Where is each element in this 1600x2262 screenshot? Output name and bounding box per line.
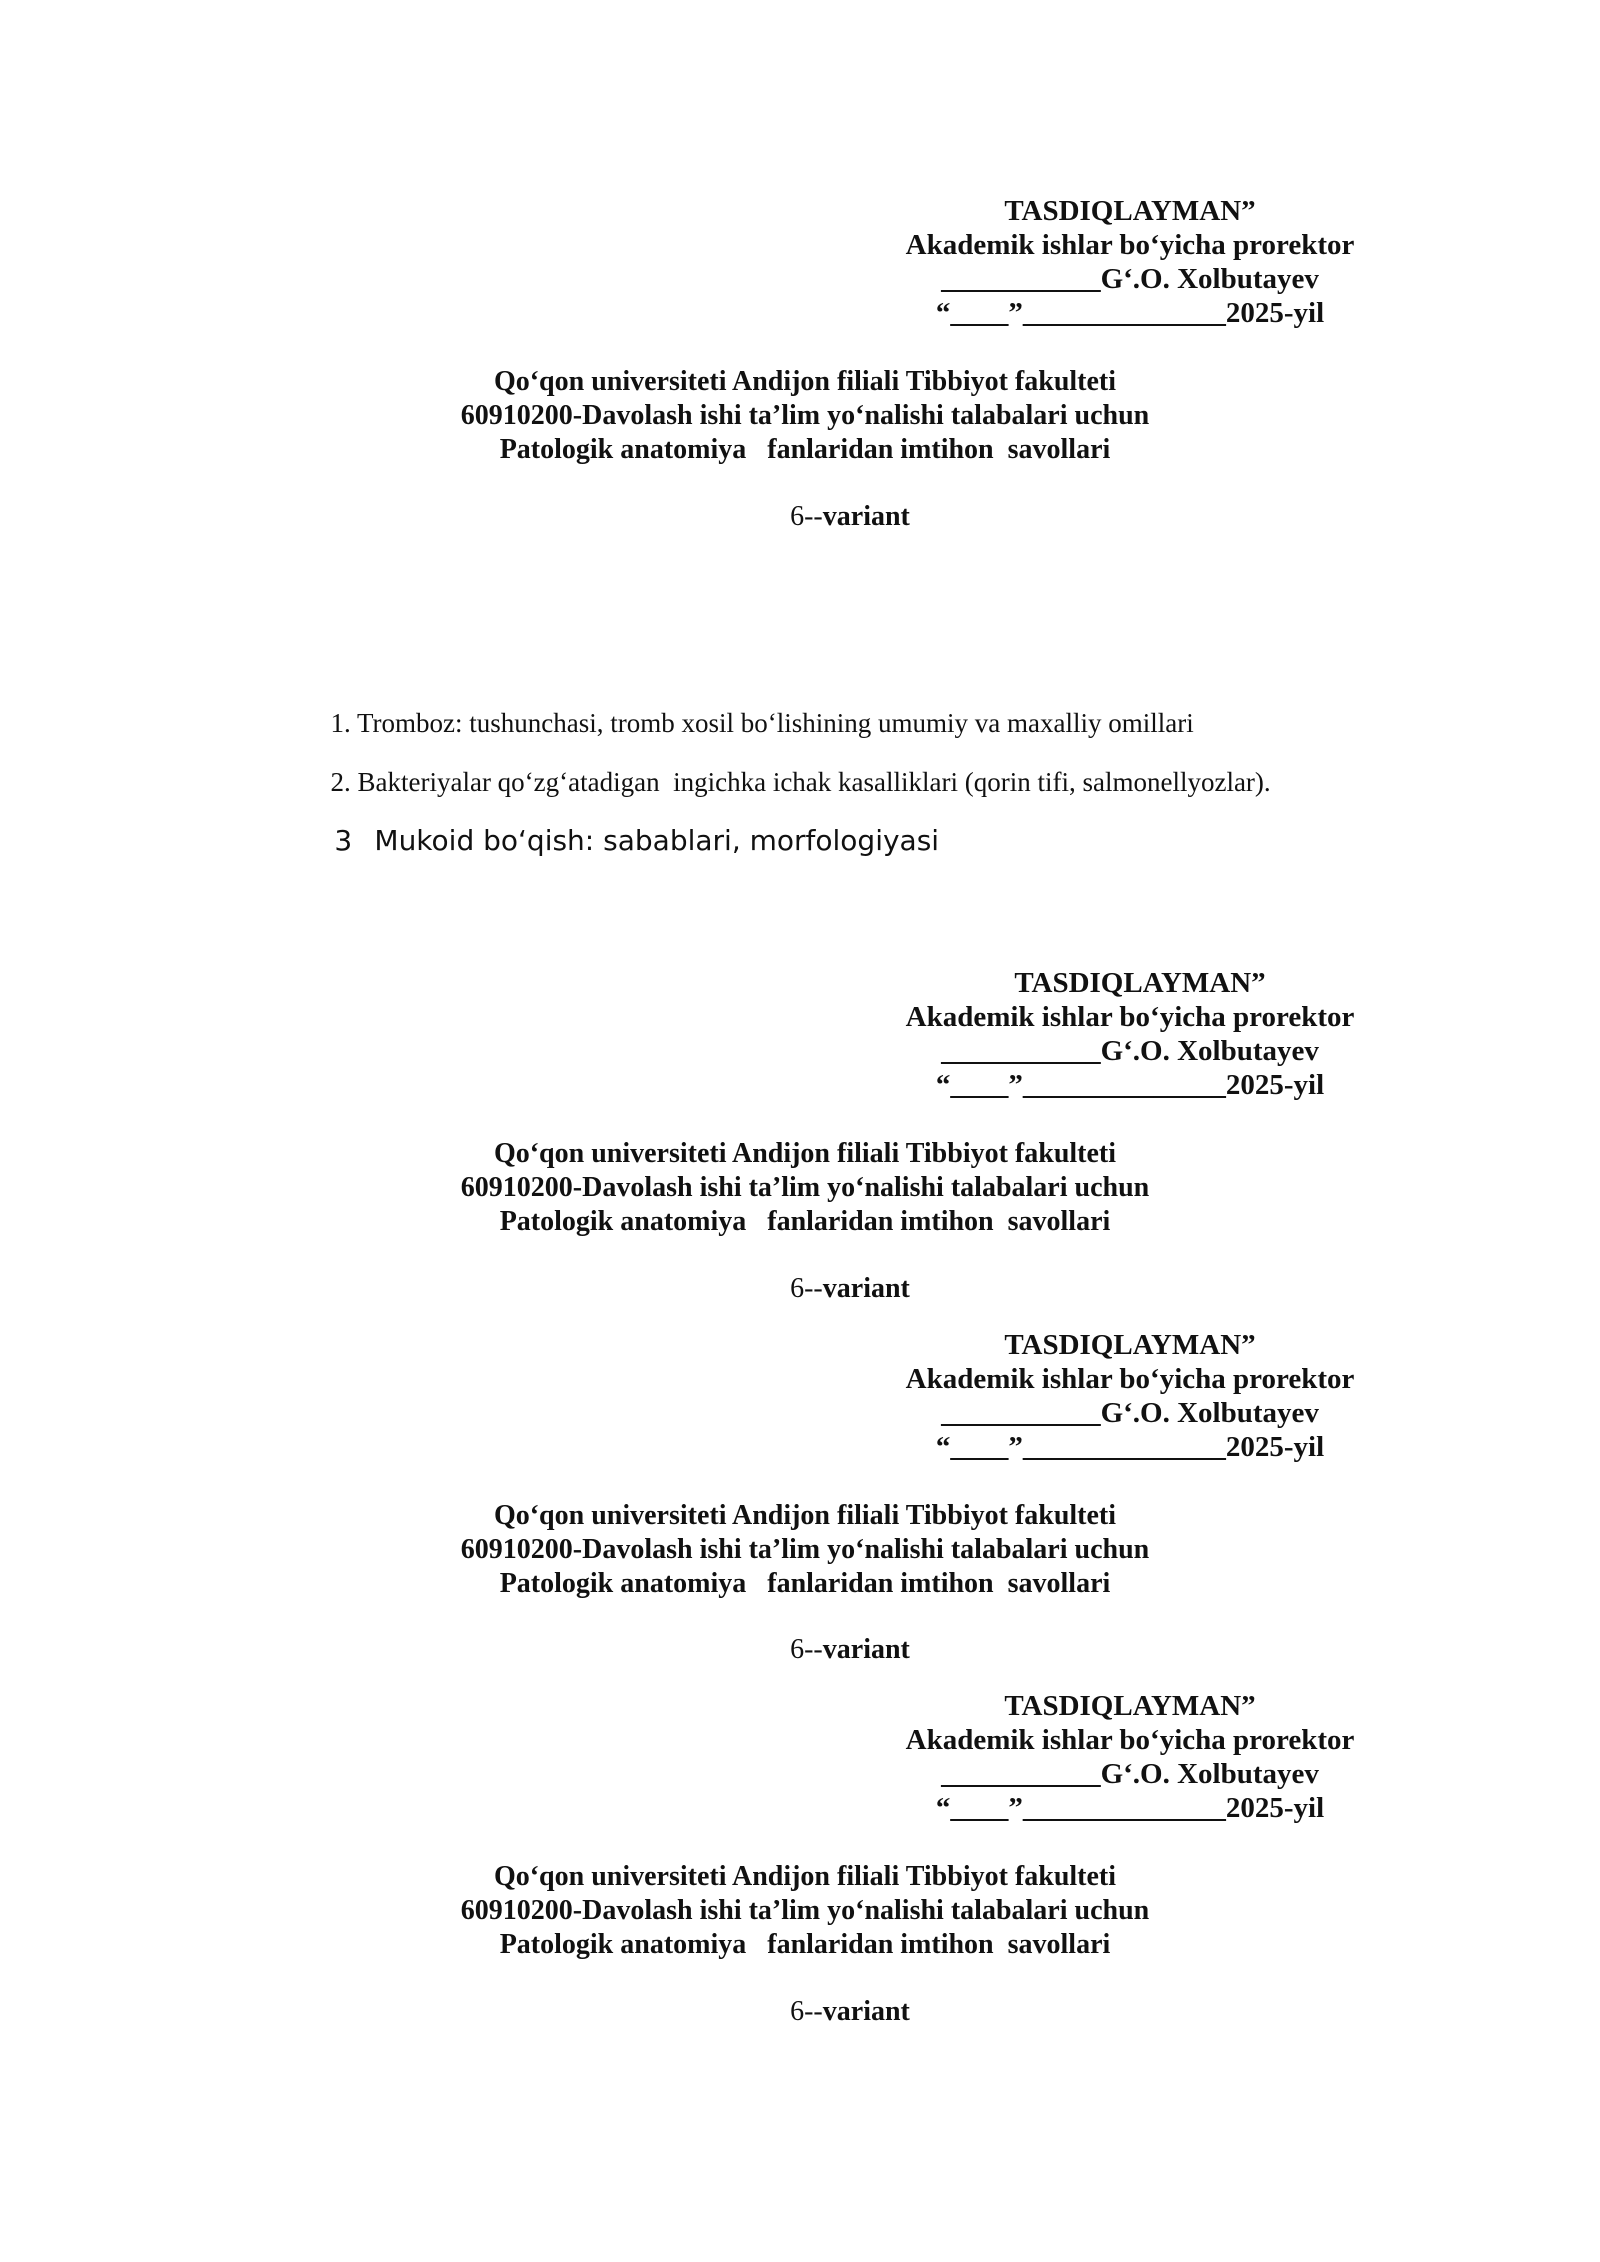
header-university: Qo‘qon universiteti Andijon filiali Tibbiyot fakulteti: [493, 1138, 1117, 1169]
header-university: Qo‘qon universiteti Andijon filiali Tibbiyot fakulteti: [493, 1500, 1117, 1531]
approval-signature: ___________G‘.O. Xolbutayev: [941, 1758, 1319, 1790]
header-program: 60910200-Davolash ishi ta’lim yo‘nalishi talabalari uchun: [460, 1172, 1150, 1203]
header-program: 60910200-Davolash ishi ta’lim yo‘nalishi talabalari uchun: [460, 400, 1150, 431]
header-program: 60910200-Davolash ishi ta’lim yo‘nalishi talabalari uchun: [460, 1895, 1150, 1926]
approval-signature: ___________G‘.O. Xolbutayev: [941, 263, 1319, 295]
approval-role: Akademik ishlar bo‘yicha prorektor: [905, 1363, 1355, 1395]
header-subject: Patologik anatomiya fanlaridan imtihon savollari: [499, 1206, 1111, 1237]
variant-label: 6--variant: [790, 501, 910, 532]
question-item: 2. Bakteriyalar qo‘zg‘atadigan ingichka ichak kasalliklari (qorin tifi, salmonellyozlar).: [330, 767, 1271, 797]
header-subject: Patologik anatomiya fanlaridan imtihon savollari: [499, 1929, 1111, 1960]
question-item: 1. Tromboz: tushunchasi, tromb xosil bo‘lishining umumiy va maxalliy omillari: [330, 708, 1194, 738]
approval-role: Akademik ishlar bo‘yicha prorektor: [905, 1724, 1355, 1756]
approval-date: “____”______________2025-yil: [935, 1069, 1325, 1101]
question-item: 3 Mukoid bo‘qish: sabablari, morfologiyasi: [334, 824, 940, 857]
header-program: 60910200-Davolash ishi ta’lim yo‘nalishi talabalari uchun: [460, 1534, 1150, 1565]
approval-date: “____”______________2025-yil: [935, 1792, 1325, 1824]
approval-date: “____”______________2025-yil: [935, 297, 1325, 329]
variant-label: 6--variant: [790, 1634, 910, 1665]
variant-label: 6--variant: [790, 1273, 910, 1304]
header-subject: Patologik anatomiya fanlaridan imtihon savollari: [499, 1568, 1111, 1599]
approval-title: TASDIQLAYMAN”: [1004, 1329, 1256, 1361]
approval-role: Akademik ishlar bo‘yicha prorektor: [905, 1001, 1355, 1033]
approval-signature: ___________G‘.O. Xolbutayev: [941, 1035, 1319, 1067]
header-subject: Patologik anatomiya fanlaridan imtihon savollari: [499, 434, 1111, 465]
approval-role: Akademik ishlar bo‘yicha prorektor: [905, 229, 1355, 261]
approval-title: TASDIQLAYMAN”: [1004, 1690, 1256, 1722]
approval-title: TASDIQLAYMAN”: [1014, 967, 1266, 999]
header-university: Qo‘qon universiteti Andijon filiali Tibbiyot fakulteti: [493, 366, 1117, 397]
approval-signature: ___________G‘.O. Xolbutayev: [941, 1397, 1319, 1429]
header-university: Qo‘qon universiteti Andijon filiali Tibbiyot fakulteti: [493, 1861, 1117, 1892]
approval-date: “____”______________2025-yil: [935, 1431, 1325, 1463]
approval-title: TASDIQLAYMAN”: [1004, 195, 1256, 227]
variant-label: 6--variant: [790, 1996, 910, 2027]
